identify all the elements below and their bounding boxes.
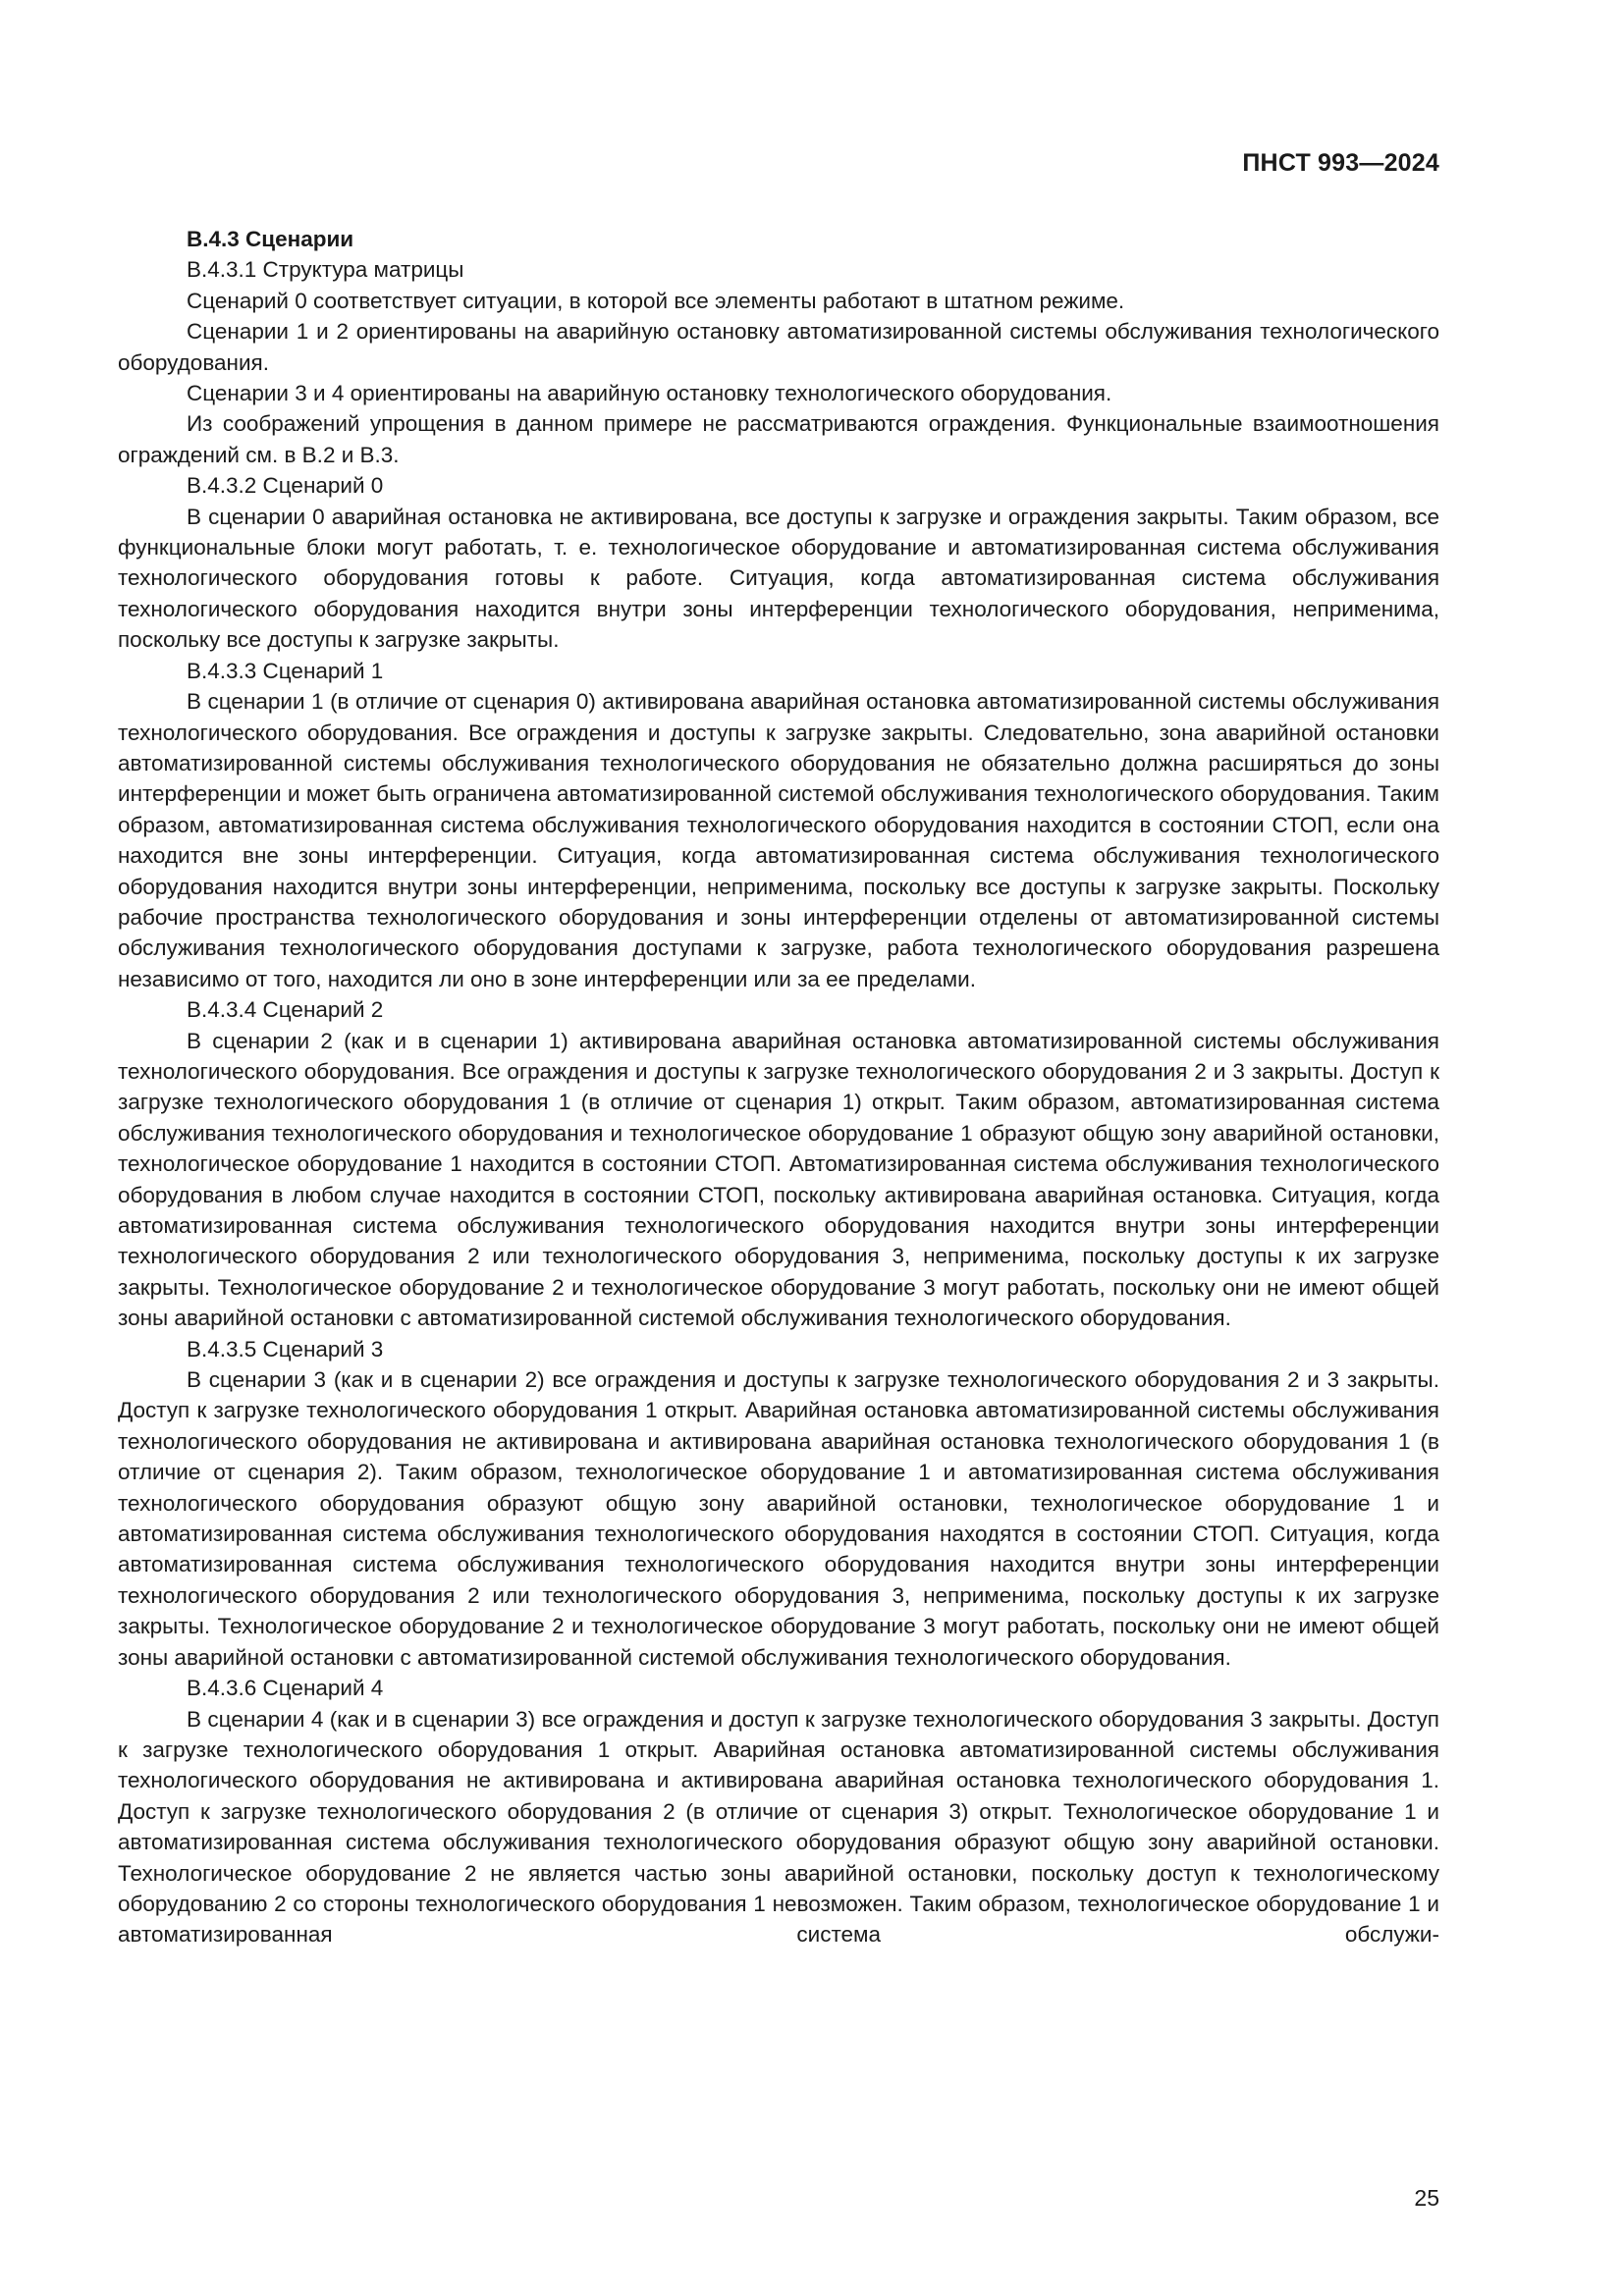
paragraph: Сценарий 0 соответствует ситуации, в которой все элементы работают в штатном режиме. <box>187 288 1125 313</box>
paragraph: В сценарии 2 (как и в сценарии 1) активирована аварийная остановка автоматизированной системы обслуживания технологического оборудования. Все ограждения и доступы к загрузке технологического оборудования 2 и 3 закрыты. Доступ к загрузке технологического оборудования 1 (в отличие от сценария 1) открыт. Таким образом, автоматизированная система обслуживания технологического оборудования и технологическое оборудование 1 образуют общую зону аварийной остановки, технологическое оборудование 1 находится в состоянии СТОП. Автоматизированная система обслуживания технологического оборудования в любом случае находится в состоянии СТОП, поскольку активирована аварийная остановка. Ситуация, когда автоматизированная система обслуживания технологического оборудования находится внутри зоны интерференции технологического оборудования 2 или технологического оборудования 3, неприменима, поскольку доступы к их загрузке закрыты. Технологическое оборудование 2 и технологическое оборудование 3 могут работать, поскольку они не имеют общей зоны аварийной остановки с автоматизированной системой обслуживания технологического оборудования. <box>118 1028 1439 1331</box>
paragraph: Сценарии 1 и 2 ориентированы на аварийную остановку автоматизированной системы обслуживания технологического оборудования. <box>118 319 1439 375</box>
subsection-title: В.4.3.5 Сценарий 3 <box>187 1336 384 1362</box>
paragraph: В сценарии 3 (как и в сценарии 2) все ограждения и доступы к загрузке технологического оборудования 2 и 3 закрыты. Доступ к загрузке технологического оборудования 1 открыт. Аварийная остановка автоматизированной системы обслуживания технологического оборудования не активирована и активирована аварийная остановка технологического оборудования 1 (в отличие от сценария 2). Таким образом, технологическое оборудование 1 и автоматизированная система обслуживания технологического оборудования образуют общую зону аварийной остановки, технологическое оборудование 1 и автоматизированная система обслуживания технологического оборудования находятся в состоянии СТОП. Ситуация, когда автоматизированная система обслуживания технологического оборудования находится внутри зоны интерференции технологического оборудования 2 или технологического оборудования 3, неприменима, поскольку доступы к их загрузке закрыты. Технологическое оборудование 2 и технологическое оборудование 3 могут работать, поскольку они не имеют общей зоны аварийной остановки с автоматизированной системой обслуживания технологического оборудования. <box>118 1367 1439 1670</box>
subsection-title: В.4.3.4 Сценарий 2 <box>187 997 384 1023</box>
paragraph: Сценарии 3 и 4 ориентированы на аварийную остановку технологического оборудования. <box>187 381 1112 406</box>
subsection-title: В.4.3.2 Сценарий 0 <box>187 473 384 499</box>
paragraph: В сценарии 4 (как и в сценарии 3) все ограждения и доступ к загрузке технологического оборудования 3 закрыты. Доступ к загрузке технологического оборудования 1 открыт. Аварийная остановка автоматизированной системы обслуживания технологического оборудования не активирована и активирована аварийная остановка технологического оборудования 1. Доступ к загрузке технологического оборудования 2 (в отличие от сценария 3) открыт. Технологическое оборудование 1 и автоматизированная система обслуживания технологического оборудования образуют общую зону аварийной остановки. Технологическое оборудование 2 не является частью зоны аварийной остановки, поскольку доступ к технологическому оборудованию 2 со стороны технологического оборудования 1 невозможен. Таким образом, технологическое оборудование 1 и автоматизированная система обслужи- <box>118 1706 1439 1948</box>
section-heading: В.4.3 Сценарии <box>187 227 354 251</box>
subsection-title: В.4.3.3 Сценарий 1 <box>187 658 384 683</box>
subsection-title: В.4.3.1 Структура матрицы <box>187 257 464 283</box>
page-number: 25 <box>1414 2185 1439 2211</box>
paragraph: В сценарии 1 (в отличие от сценария 0) активирована аварийная остановка автоматизированной системы обслуживания технологического оборудования. Все ограждения и доступы к загрузке закрыты. Следовательно, зона аварийной остановки автоматизированной системы обслуживания технологического оборудования не обязательно должна расширяться до зоны интерференции и может быть ограничена автоматизированной системой обслуживания технологического оборудования. Таким образом, автоматизированная система обслуживания технологического оборудования находится в состоянии СТОП, если она находится вне зоны интерференции. Ситуация, когда автоматизированная система обслуживания технологического оборудования находится внутри зоны интерференции, неприменима, поскольку все доступы к загрузке закрыты. Поскольку рабочие пространства технологического оборудования и зоны интерференции отделены от автоматизированной системы обслуживания технологического оборудования доступами к загрузке, работа технологического оборудования разрешена независимо от того, находится ли оно в зоне интерференции или за ее пределами. <box>118 689 1439 991</box>
document-code: ПНСТ 993—2024 <box>1242 149 1439 177</box>
subsection-title: В.4.3.6 Сценарий 4 <box>187 1676 384 1701</box>
paragraph: Из соображений упрощения в данном примере не рассматриваются ограждения. Функциональные взаимоотношения ограждений см. в В.2 и В.3. <box>118 411 1439 467</box>
paragraph: В сценарии 0 аварийная остановка не активирована, все доступы к загрузке и ограждения закрыты. Таким образом, все функциональные блоки могут работать, т. е. технологическое оборудование и автоматизированная система обслуживания технологического оборудования готовы к работе. Ситуация, когда автоматизированная система обслуживания технологического оборудования находится внутри зоны интерференции технологического оборудования, неприменима, поскольку все доступы к загрузке закрыты. <box>118 504 1439 653</box>
page-body <box>118 224 1439 1950</box>
